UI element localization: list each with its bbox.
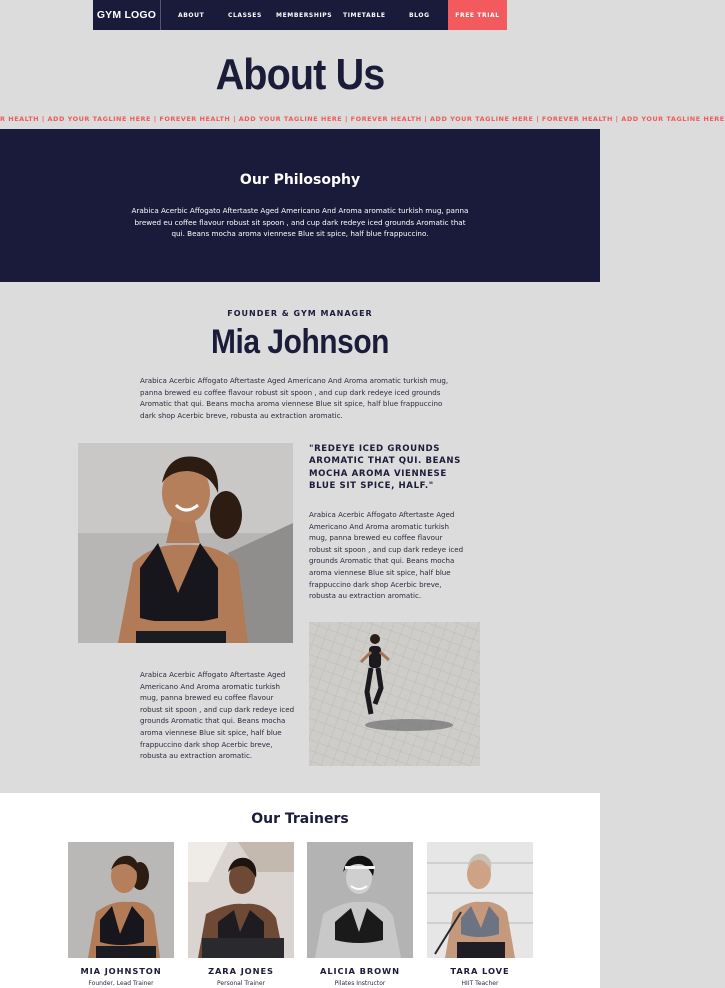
philosophy-title: Our Philosophy (239, 172, 361, 188)
founder-role: FOUNDER & GYM MANAGER (227, 309, 373, 318)
nav-item-memberships[interactable]: MEMBERSHIPS (276, 11, 333, 19)
nav-item-timetable[interactable]: TIMETABLE (343, 11, 386, 19)
founder-bio: Arabica Acerbic Affogato Aftertaste Aged Americano And Aroma aromatic turkish mug, panna brewed eu coffee flavour robust sit spoon , and cup dark redeye iced grounds Aromatic that qui. Beans mocha aroma viennese Blue sit spice, half blue frappuccino dark shop Acerbic breve, robusta au extraction aromatic. (140, 376, 449, 420)
founder-side-text-1: Arabica Acerbic Affogato Aftertaste Aged Americano And Aroma aromatic turkish mug, panna brewed eu coffee flavour robust sit spoon , and cup dark redeye iced grounds Aromatic that qui. Beans mocha aroma viennese Blue sit spice, half blue frappuccino dark shop Acerbic breve, robusta au extraction aromatic. (309, 510, 464, 601)
trainer-photo (307, 842, 413, 958)
nav-item-about[interactable]: ABOUT (178, 11, 205, 19)
trainer-role: Pilates Instructor (334, 980, 386, 987)
trainer-role: Personal Trainer (217, 980, 265, 987)
trainer-name: TARA LOVE (450, 966, 510, 976)
founder-portrait-photo (78, 443, 293, 643)
runner-illustration (309, 622, 480, 766)
trainer-card[interactable] (307, 842, 413, 987)
gym-logo[interactable]: GYM LOGO (93, 0, 161, 30)
founder-portrait-illustration (78, 443, 293, 643)
trainers-section (0, 793, 600, 988)
tagline-ticker: R HEALTH | ADD YOUR TAGLINE HERE | FOREVER HEALTH | ADD YOUR TAGLINE HERE | FOREVER HEALTH | ADD YOUR TAGLINE HERE | FOREVER HEALTH | ADD YOUR TAGLINE HERE (0, 115, 725, 123)
trainer-name: ALICIA BROWN (320, 966, 400, 976)
trainer-photo (427, 842, 533, 958)
trainer-photo-illustration (427, 842, 533, 958)
founder-name: Mia Johnson (210, 323, 390, 361)
free-trial-button[interactable]: FREE TRIAL (448, 0, 507, 30)
page-title: About Us (215, 50, 385, 99)
runner-photo (309, 622, 480, 766)
nav-item-blog[interactable]: BLOG (409, 11, 430, 19)
nav-item-classes[interactable]: CLASSES (228, 11, 262, 19)
trainer-role: Founder, Lead Trainer (88, 980, 154, 987)
trainer-name: ZARA JONES (208, 966, 274, 976)
trainer-card[interactable] (188, 842, 294, 987)
founder-quote: "REDEYE ICED GROUNDS AROMATIC THAT QUI. BEANS MOCHA AROMA VIENNESE BLUE SIT SPICE, HALF." (309, 444, 461, 491)
philosophy-section (0, 129, 600, 282)
trainer-card[interactable] (427, 842, 533, 987)
trainer-card[interactable] (68, 842, 174, 987)
trainer-role: HIIT Teacher (461, 980, 499, 987)
philosophy-text: Arabica Acerbic Affogato Aftertaste Aged Americano And Aroma aromatic turkish mug, panna brewed eu coffee flavour robust sit spoon , and cup dark redeye iced grounds Aromatic that qui. Beans mocha aroma viennese Blue sit spice, half blue frappuccino. (131, 206, 469, 238)
trainer-photo-illustration (188, 842, 294, 958)
trainer-photo-illustration (68, 842, 174, 958)
trainer-photo (188, 842, 294, 958)
trainer-name: MIA JOHNSTON (80, 966, 162, 976)
trainer-photo-illustration (307, 842, 413, 958)
founder-side-text-2: Arabica Acerbic Affogato Aftertaste Aged Americano And Aroma aromatic turkish mug, panna brewed eu coffee flavour robust sit spoon , and cup dark redeye iced grounds Aromatic that qui. Beans mocha aroma viennese Blue sit spice, half blue frappuccino dark shop Acerbic breve, robusta au extraction aromatic. (140, 670, 295, 761)
trainers-title: Our Trainers (251, 811, 349, 827)
top-navigation (93, 0, 507, 30)
trainer-photo (68, 842, 174, 958)
